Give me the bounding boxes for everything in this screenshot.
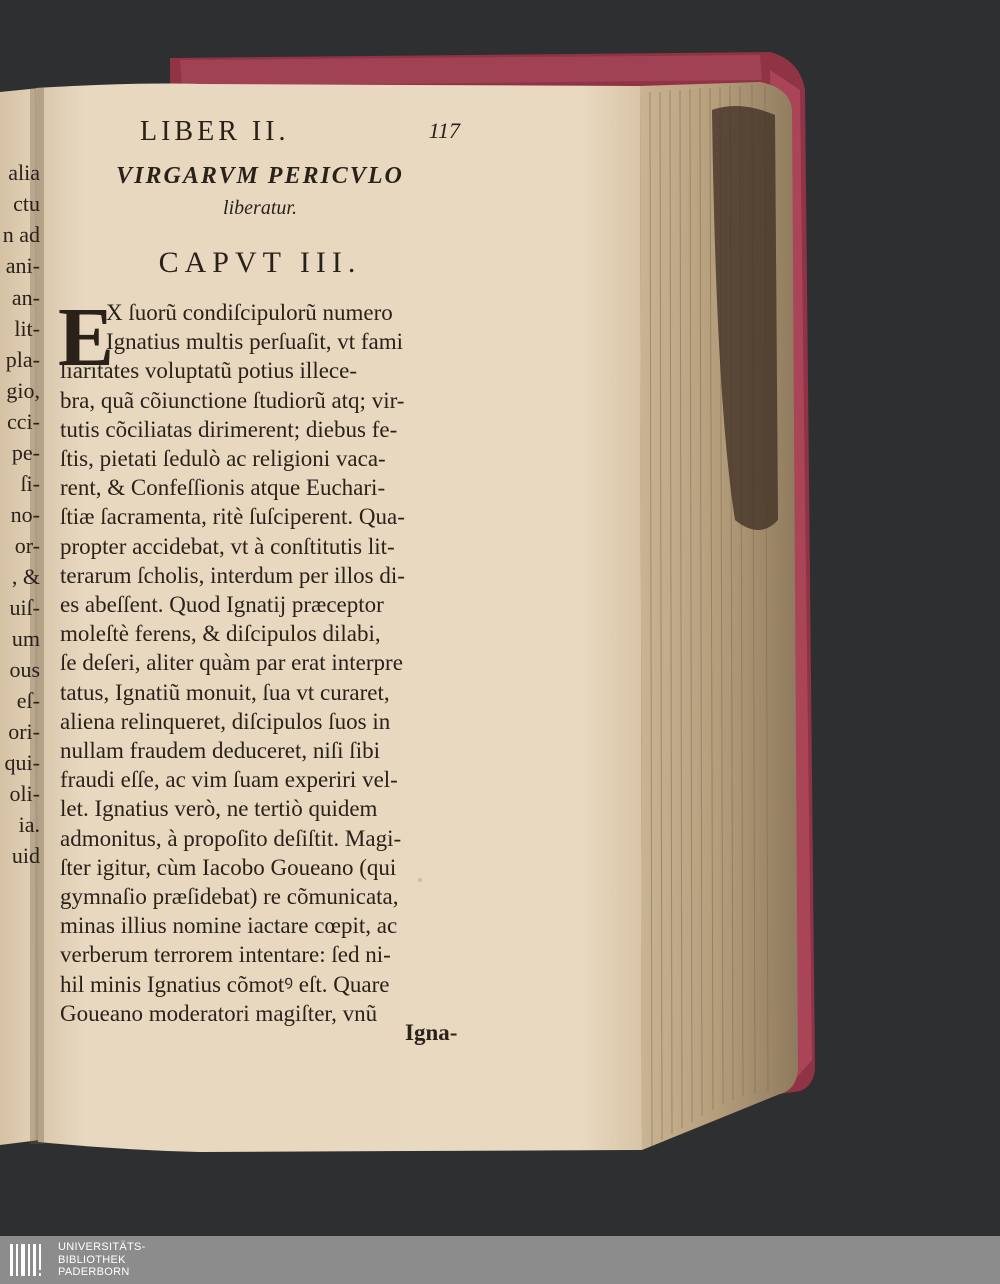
library-logo-icon <box>8 1242 48 1278</box>
left-page-fragment: no- <box>10 502 40 527</box>
chapter-heading: VIRGARVM PERICVLO <box>116 163 404 189</box>
text-line: hil minis Ignatius cõmotꝰ eſt. Quare <box>60 971 390 997</box>
text-line: X ſuorũ condiſcipulorũ numero <box>106 300 393 325</box>
text-line: gymnaſio præſidebat) re cõmunicata, <box>60 884 399 909</box>
text-line: ſtis, pietati ſedulò ac religioni vaca- <box>60 446 386 471</box>
left-page-fragment: ani- <box>5 253 40 278</box>
chapter-number: CAPVT III. <box>158 246 362 279</box>
text-line: ſe deſeri, aliter quàm par erat interpre <box>60 650 403 676</box>
left-page-fragment: uid <box>11 843 40 868</box>
text-line: aliena relinqueret, diſcipulos ſuos in <box>60 708 391 734</box>
left-page-fragment: ous <box>9 657 40 682</box>
drop-cap: E <box>58 291 115 384</box>
text-line: admonitus, à propoſito deſiſtit. Magi- <box>60 825 402 851</box>
text-line: fraudi eſſe, ac vim ſuam experiri vel- <box>60 767 398 793</box>
text-line: rent, & Confeſſionis atque Euchari- <box>60 475 386 501</box>
left-page-fragment: , & <box>11 564 40 589</box>
left-page-fragment: gio, <box>6 378 40 403</box>
left-page-fragment: qui- <box>4 750 40 775</box>
chapter-heading-second-line: liberatur. <box>223 197 297 219</box>
left-page-fragment: an- <box>11 285 40 310</box>
left-page-fragment: pla- <box>5 347 40 372</box>
text-line: terarum ſcholis, interdum per illos di- <box>60 562 405 588</box>
text-line: minas illius nomine iactare cœpit, ac <box>60 913 398 939</box>
library-name-line1: UNIVERSITÄTS- <box>58 1241 146 1253</box>
text-line: tatus, Ignatiũ monuit, ſua vt curaret, <box>60 679 390 705</box>
text-line: Ignatius multis perſuaſit, vt fami <box>106 329 404 355</box>
text-line: tutis cõciliatas dirimerent; diebus fe- <box>60 416 398 442</box>
left-page-fragment: ſi- <box>20 471 40 496</box>
library-name-line3: PADERBORN <box>58 1266 130 1278</box>
library-name-line2: BIBLIOTHEK <box>58 1253 126 1266</box>
left-page-fragment: cci- <box>7 409 40 434</box>
left-page-fragment: lit- <box>14 316 40 341</box>
text-line: verberum terrorem intentare: ſed ni- <box>60 942 391 968</box>
library-name <box>58 1241 146 1279</box>
footer-bar <box>0 1236 1000 1284</box>
left-page-fragment: ia. <box>18 812 40 837</box>
text-line: liaritates voluptatũ potius illece- <box>60 358 358 384</box>
left-page-fragment: alia <box>8 160 40 185</box>
running-head-title: LIBER II. <box>140 116 290 147</box>
left-page-fragment: eſ- <box>16 688 40 713</box>
left-page-fragment: ctu <box>13 191 40 216</box>
text-line: nullam fraudem deduceret, niſi ſibi <box>60 738 380 763</box>
left-page-fragment: uiſ- <box>9 595 40 620</box>
left-page-fragment: um <box>11 626 40 651</box>
left-page-fragment: ori- <box>8 719 40 744</box>
text-line: propter accidebat, vt à conſtitutis lit- <box>60 533 395 559</box>
text-line: Goueano moderatori magiſter, vnũ <box>60 1000 378 1026</box>
text-line: ſter igitur, cùm Iacobo Goueano (qui <box>60 854 397 880</box>
text-line: ſtiæ ſacramenta, ritè ſuſciperent. Qua- <box>60 504 405 530</box>
text-line: es abeſſent. Quod Ignatij præceptor <box>60 592 384 617</box>
text-line: bra, quã cõiunctione ſtudiorũ atq; vir- <box>60 387 405 413</box>
running-head <box>140 116 470 150</box>
catchword: Igna- <box>405 1020 458 1045</box>
left-page-fragment: pe- <box>11 440 40 465</box>
text-line: moleſtè ferens, & diſcipulos dilabi, <box>60 621 381 647</box>
text-line: let. Ignatius verò, ne tertiò quidem <box>60 796 378 822</box>
left-page-fragment: oli- <box>9 781 40 806</box>
left-page-fragment: n ad <box>2 222 40 247</box>
left-page-fragment: or- <box>14 533 40 558</box>
folio-number: 117 <box>428 118 460 143</box>
